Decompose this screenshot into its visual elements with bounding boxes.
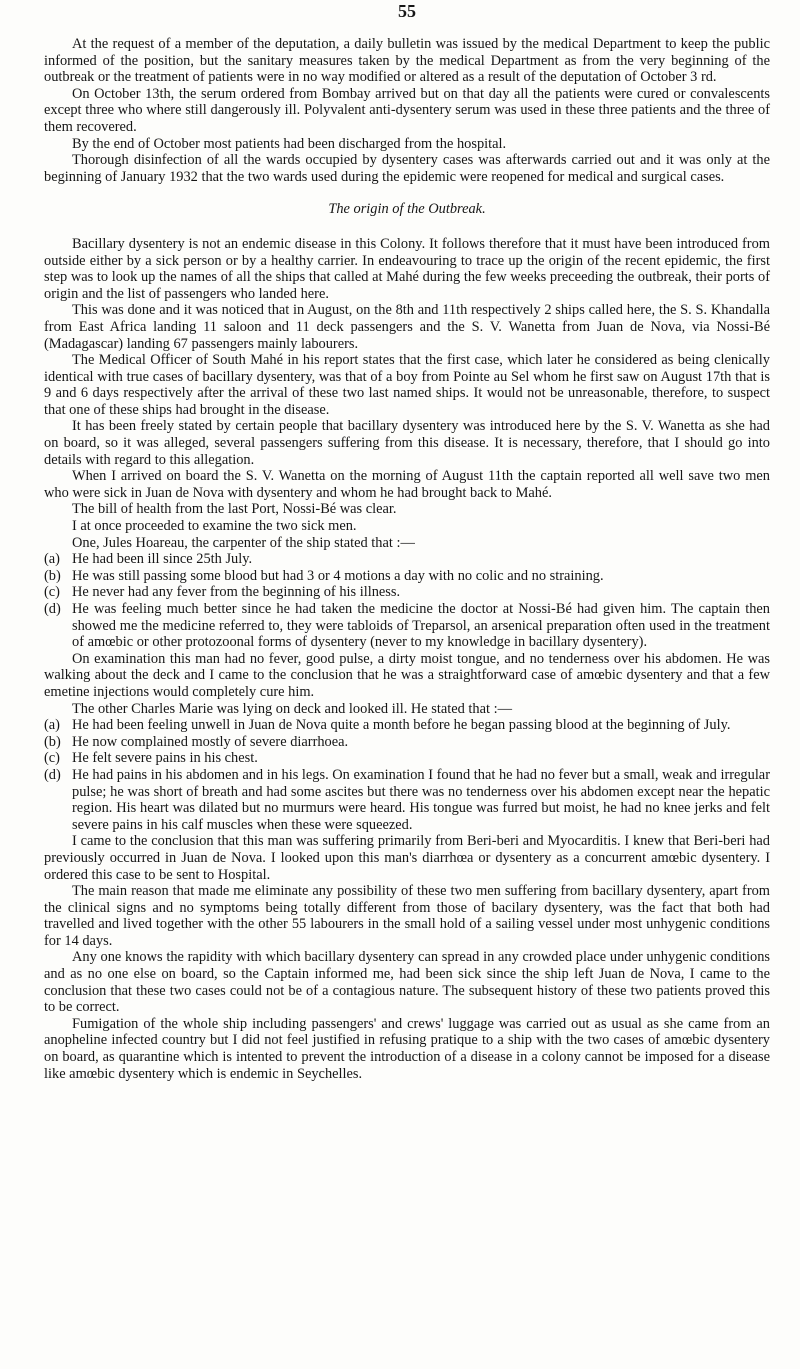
hoareau-point-c bbox=[44, 584, 770, 601]
marie-point-d bbox=[44, 767, 770, 833]
hoareau-point-b bbox=[44, 568, 770, 585]
origin-paragraph-4: It has been freely stated by certain people that bacillary dysentery was introduced here by the S. V. Wanetta as she had on board, so it was alleged, several passengers suffering from this disease. It is necessary, therefore, that I should go into details with regard to this allegation. bbox=[44, 418, 770, 468]
point-text: He never had any fever from the beginning of his illness. bbox=[72, 584, 401, 601]
conclusion-paragraph-1: I came to the conclusion that this man was suffering primarily from Beri-beri and Myocarditis. I knew that Beri-beri had previously occurred in Juan de Nova. I looked upon this man's diarrhœa or dysentery as a concurrent amœbic dysentery. I ordered this case to be sent to Hospital. bbox=[44, 833, 770, 883]
conclusion-paragraph-2: The main reason that made me eliminate any possibility of these two men suffering from bacillary dysentery, apart from the clinical signs and no symptoms being totally different from those of bacilary dysentery, was the fact that both had travelled and lived together with the other 55 labourers in the small hold of a sailing vessel under most unhygenic conditions for 14 days. bbox=[44, 883, 770, 949]
point-text: He had been ill since 25th July. bbox=[72, 551, 253, 568]
origin-paragraph-2: This was done and it was noticed that in August, on the 8th and 11th respectively 2 ships called here, the S. S. Khandalla from East Africa landing 11 saloon and 11 deck passengers and the S. V. Wanetta from Juan de Nova, via Nossi-Bé (Madagascar) landing 67 passengers mainly labourers. bbox=[44, 302, 770, 352]
point-label: (d) bbox=[44, 766, 61, 783]
origin-paragraph-1: Bacillary dysentery is not an endemic disease in this Colony. It follows therefore that it must have been introduced from outside either by a sick person or by a healthy carrier. In endeavouring to trace up the origin of the recent epidemic, the first step was to look up the names of all the ships that called at Mahé during the few weeks preceeding the outbreak, their ports of origin and the list of passengers who landed here. bbox=[44, 235, 770, 302]
point-text: He was feeling much better since he had taken the medicine the doctor at Nossi-Bé had given him. The captain then showed me the medicine referred to, they were tabloids of Treparsol, an arsenical preparation often used in the treatment of amœbic or other protozoonal forms of dysentery (never to my knowledge in bacillary dysentery). bbox=[72, 601, 770, 651]
hoareau-point-d bbox=[44, 601, 770, 651]
origin-paragraph-3: The Medical Officer of South Mahé in his report states that the first case, which later he considered as being clenically identical with true cases of bacillary dysentery, was that of a boy from Pointe au Sel whom he first saw on August 17th that is 9 and 6 days respectively after the arrival of these two last named ships. It would not be unreasonable, therefore, to suspect that one of these ships had brought in the disease. bbox=[44, 352, 770, 418]
marie-intro: The other Charles Marie was lying on deck and looked ill. He stated that :— bbox=[72, 700, 512, 717]
point-text: He was still passing some blood but had 3 or 4 motions a day with no colic and no straining. bbox=[72, 567, 604, 584]
point-label: (c) bbox=[44, 750, 60, 767]
point-label: (b) bbox=[44, 733, 61, 750]
point-label: (a) bbox=[44, 717, 60, 734]
document-page bbox=[44, 0, 770, 1082]
intro-paragraph-2: On October 13th, the serum ordered from Bombay arrived but on that day all the patients were cured or convalescents except three who where still dangerously ill. Polyvalent anti-dysentery serum was used in these three patients and the three of them recovered. bbox=[44, 85, 770, 135]
point-label: (a) bbox=[44, 551, 60, 568]
intro-paragraph-1: At the request of a member of the deputation, a daily bulletin was issued by the medical Department to keep the public informed of the position, but the sanitary measures taken by the medical Department as from the very beginning of the outbreak or the treatment of patients were in no way modified or altered as a result of the deputation of October 3 rd. bbox=[44, 36, 770, 86]
point-label: (b) bbox=[44, 567, 61, 584]
origin-paragraph-7: I at once proceeded to examine the two sick men. bbox=[72, 518, 357, 535]
point-text: He felt severe pains in his chest. bbox=[72, 750, 258, 767]
conclusion-paragraph-4: Fumigation of the whole ship including passengers' and crews' luggage was carried out as usual as she came from an anopheline infected country but I did not feel justified in refusing pratique to a ship with the two cases of amœbic dysentery on board, as quarantine which is intented to prevent the introduction of a disease in a colony cannot be imposed for a disease like amœbic dysentery which is endemic in Seychelles. bbox=[44, 1015, 770, 1082]
page-number: 55 bbox=[398, 1, 416, 21]
hoareau-point-a bbox=[44, 551, 770, 568]
marie-point-a bbox=[44, 717, 770, 734]
origin-paragraph-5: When I arrived on board the S. V. Wanetta on the morning of August 11th the captain reported all well save two men who were sick in Juan de Nova with dysentery and whom he had brought back to Mahé. bbox=[44, 468, 770, 501]
origin-paragraph-6: The bill of health from the last Port, Nossi-Bé was clear. bbox=[72, 501, 397, 518]
intro-paragraph-4: Thorough disinfection of all the wards occupied by dysentery cases was afterwards carried out and it was only at the beginning of January 1932 that the two wards used during the epidemic were reopened for medical and surgical cases. bbox=[44, 152, 770, 185]
conclusion-paragraph-3: Any one knows the rapidity with which bacillary dysentery can spread in any crowded place under unhygenic conditions and as no one else on board, so the Captain informed me, had been sick since the ship left Juan de Nova, I came to the conclusion that these two cases could not be of a contagious nature. The subsequent history of these two patients proved this to be correct. bbox=[44, 949, 770, 1016]
section-heading: The origin of the Outbreak. bbox=[328, 201, 486, 218]
origin-paragraph-8: One, Jules Hoareau, the carpenter of the ship stated that :— bbox=[72, 534, 415, 551]
intro-paragraph-3: By the end of October most patients had been discharged from the hospital. bbox=[72, 135, 507, 152]
hoareau-examination: On examination this man had no fever, good pulse, a dirty moist tongue, and no tenderness over his abdomen. He was walking about the deck and I came to the conclusion that he was a straightforward case of amœbic dysentery and that a few emetine injections would completely cure him. bbox=[44, 650, 770, 700]
marie-point-b bbox=[44, 734, 770, 751]
marie-point-c bbox=[44, 750, 770, 767]
point-text: He had been feeling unwell in Juan de Nova quite a month before he began passing blood at the beginning of July. bbox=[72, 717, 731, 734]
point-label: (c) bbox=[44, 584, 60, 601]
point-label: (d) bbox=[44, 601, 61, 617]
point-text: He had pains in his abdomen and in his legs. On examination I found that he had no fever but a small, weak and irregular pulse; he was short of breath and had some ascites but there was no tenderness over his abdomen except near the hepatic region. His heart was dilated but no murmurs were heard. His tongue was furred but moist, he had no knee jerks and felt severe pains in his calf muscles when these were squeezed. bbox=[72, 766, 770, 833]
point-text: He now complained mostly of severe diarrhoea. bbox=[72, 733, 349, 750]
